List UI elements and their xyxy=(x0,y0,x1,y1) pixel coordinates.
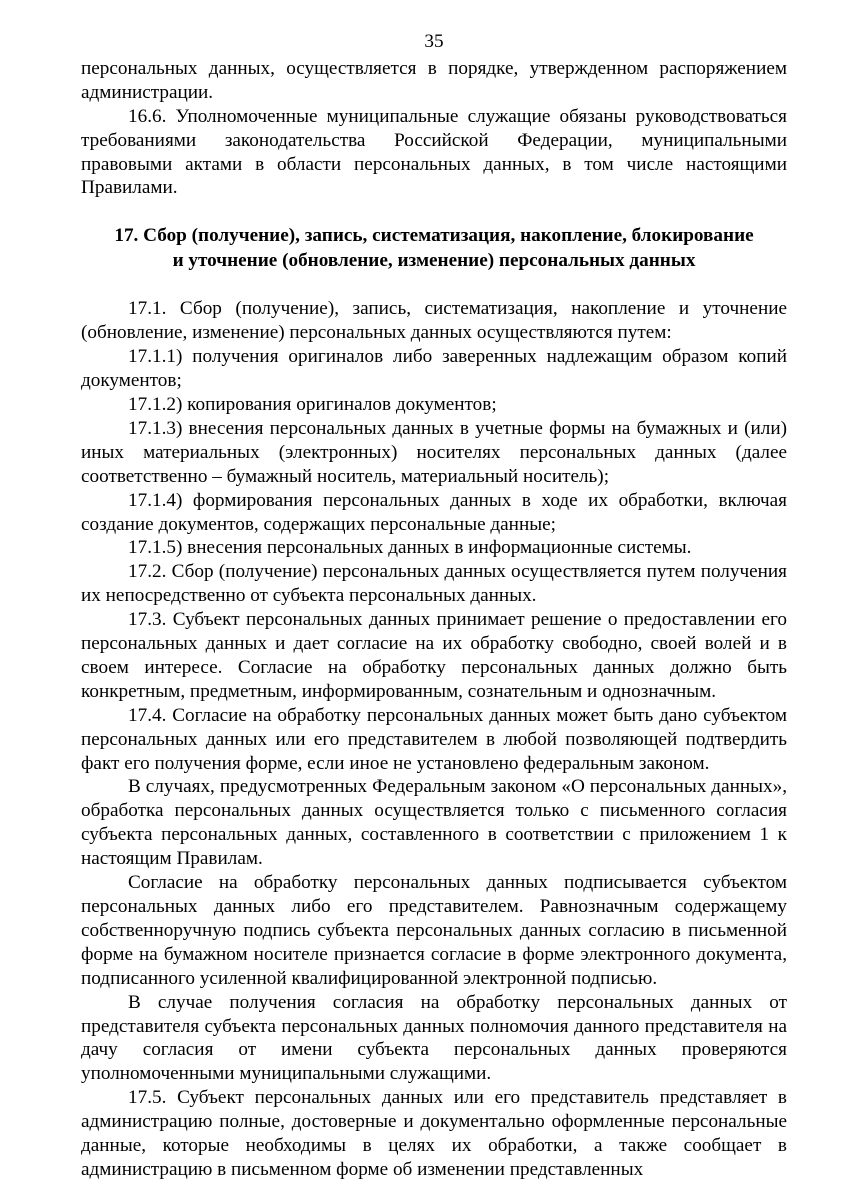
paragraph-17-4-written-consent: В случаях, предусмотренных Федеральным законом «О персональных данных», обработка персональных данных осуществляется только с письменного согласия субъекта персональных данных, составленного в соответствии с приложением 1 к настоящим Правилам. xyxy=(81,776,787,870)
paragraph-16-6: 16.6. Уполномоченные муниципальные служащие обязаны руководствоваться требованиями законодательства Российской Федерации, муниципальными правовыми актами в области персональных данных, в том числе настоящими Правилами. xyxy=(81,105,787,199)
paragraph-17-3: 17.3. Субъект персональных данных принимает решение о предоставлении его персональных данных и дает согласие на их обработку свободно, своей волей и в своем интересе. Согласие на обработку персональных данных должно быть конкретным, предметным, информированным, сознательным и однозначным. xyxy=(81,609,787,702)
paragraph-17-5: 17.5. Субъект персональных данных или его представитель представляет в администрацию полные, достоверные и документально оформленные персональные данные, которые необходимы в целях их обработки, а также сообщает в администрацию в письменном форме об изменении представленных xyxy=(81,1087,787,1180)
section-heading-line-1: 17. Сбор (получение), запись, систематизация, накопление, блокирование xyxy=(114,225,754,247)
page-number: 35 xyxy=(424,31,444,52)
paragraph-17-4-signature: Согласие на обработку персональных данных подписывается субъектом персональных данных либо его представителем. Равнозначным содержащему собственноручную подпись субъекта персональных данных согласию в письменной форме на бумажном носителе признается согласие в форме электронного документа, подписанного усиленной квалифицированной электронной подписью. xyxy=(81,872,787,989)
document-page xyxy=(81,30,787,1182)
paragraph-17-1-1: 17.1.1) получения оригиналов либо заверенных надлежащим образом копий документов; xyxy=(81,346,787,392)
paragraph-continued: персональных данных, осуществляется в порядке, утвержденном распоряжением администрации. xyxy=(81,57,787,103)
section-heading-line-2: и уточнение (обновление, изменение) персональных данных xyxy=(172,249,696,271)
paragraph-17-1-3: 17.1.3) внесения персональных данных в учетные формы на бумажных и (или) иных материальных (электронных) носителях персональных данных (далее соответственно – бумажный носитель, материальный носитель); xyxy=(81,417,787,487)
paragraph-17-4-representative: В случае получения согласия на обработку персональных данных от представителя субъекта персональных данных полномочия данного представителя на дачу согласия от имени субъекта персональных данных проверяются уполномоченными муниципальными служащими. xyxy=(81,991,787,1085)
paragraph-17-1-4: 17.1.4) формирования персональных данных в ходе их обработки, включая создание документов, содержащих персональные данные; xyxy=(81,489,787,535)
paragraph-17-1-5: 17.1.5) внесения персональных данных в информационные системы. xyxy=(128,537,692,559)
section-heading-17 xyxy=(81,224,787,273)
paragraph-17-1-2: 17.1.2) копирования оригиналов документов; xyxy=(128,393,497,415)
paragraph-17-4: 17.4. Согласие на обработку персональных данных может быть дано субъектом персональных данных или его представителем в любой позволяющей подтвердить факт его получения форме, если иное не установлено федеральным законом. xyxy=(81,704,787,774)
paragraph-17-1: 17.1. Сбор (получение), запись, систематизация, накопление и уточнение (обновление, изменение) персональных данных осуществляются путем: xyxy=(81,298,787,344)
paragraph-17-2: 17.2. Сбор (получение) персональных данных осуществляется путем получения их непосредственно от субъекта персональных данных. xyxy=(81,561,787,607)
